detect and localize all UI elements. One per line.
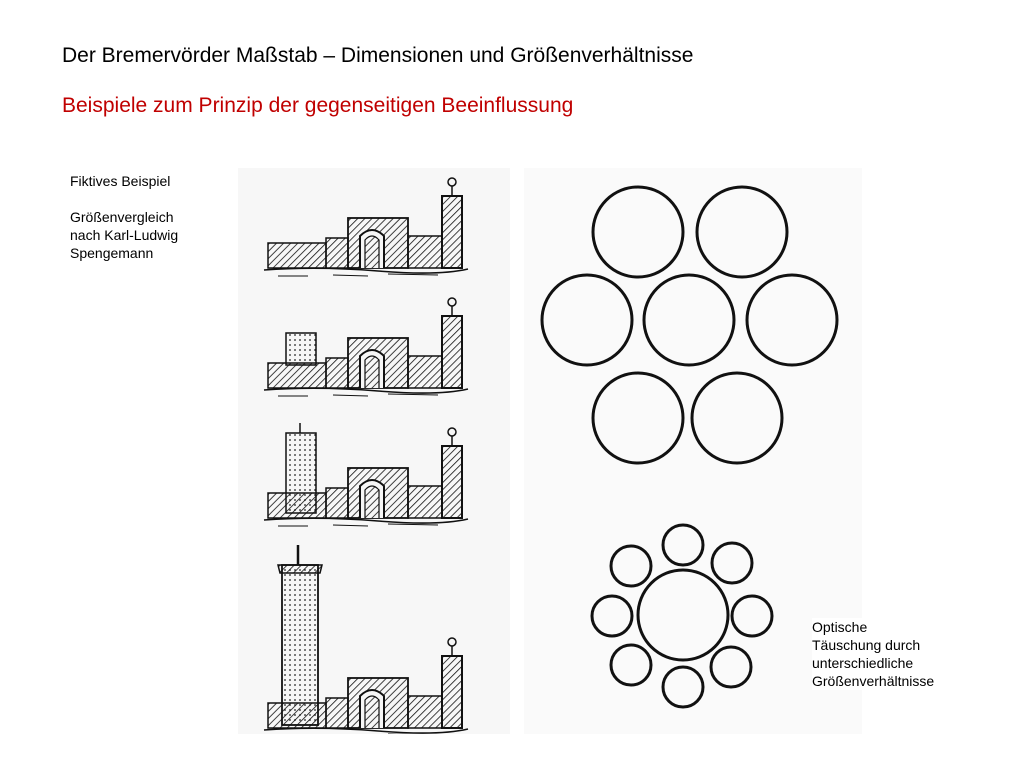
sketch-church-alone: [264, 178, 468, 276]
circle-large: [593, 187, 683, 277]
building-sketches: [238, 168, 510, 734]
left-caption-line: Fiktives Beispiel: [70, 173, 171, 189]
right-caption-line: unterschiedliche: [812, 655, 914, 671]
circle-small: [712, 543, 752, 583]
circle-large: [697, 187, 787, 277]
large-circles-group: [542, 187, 837, 463]
right-caption-line: Größenverhältnisse: [812, 673, 935, 689]
circle-small: [711, 647, 751, 687]
circle-small: [592, 596, 632, 636]
sketch-church-small-block: [264, 298, 468, 396]
circle-large: [542, 275, 632, 365]
small-circles-group: [592, 525, 772, 707]
right-caption-line: Optische: [812, 619, 868, 635]
circle-center-small-surround: [638, 570, 728, 660]
circle-small: [732, 596, 772, 636]
left-caption: [70, 172, 178, 262]
circle-center-large-surround: [644, 275, 734, 365]
sketch-panel: [238, 168, 510, 734]
circle-large: [747, 275, 837, 365]
slide-title: Der Bremervörder Maßstab – Dimensionen und Größenverhältnisse: [62, 44, 694, 67]
left-caption-line: Spengemann: [70, 245, 154, 261]
circle-large: [692, 373, 782, 463]
sketch-church-tall-tower: [264, 545, 468, 734]
left-caption-line: Größenvergleich: [70, 209, 174, 225]
slide-subtitle: Beispiele zum Prinzip der gegenseitigen Beeinflussung: [62, 94, 574, 117]
circle-small: [663, 667, 703, 707]
circle-small: [611, 546, 651, 586]
sketch-church-medium-tower: [264, 423, 468, 526]
right-caption: [812, 618, 934, 690]
right-caption-line: Täuschung durch: [812, 637, 921, 653]
circle-small: [663, 525, 703, 565]
left-caption-line: nach Karl-Ludwig: [70, 227, 179, 243]
circle-small: [611, 645, 651, 685]
circle-large: [593, 373, 683, 463]
